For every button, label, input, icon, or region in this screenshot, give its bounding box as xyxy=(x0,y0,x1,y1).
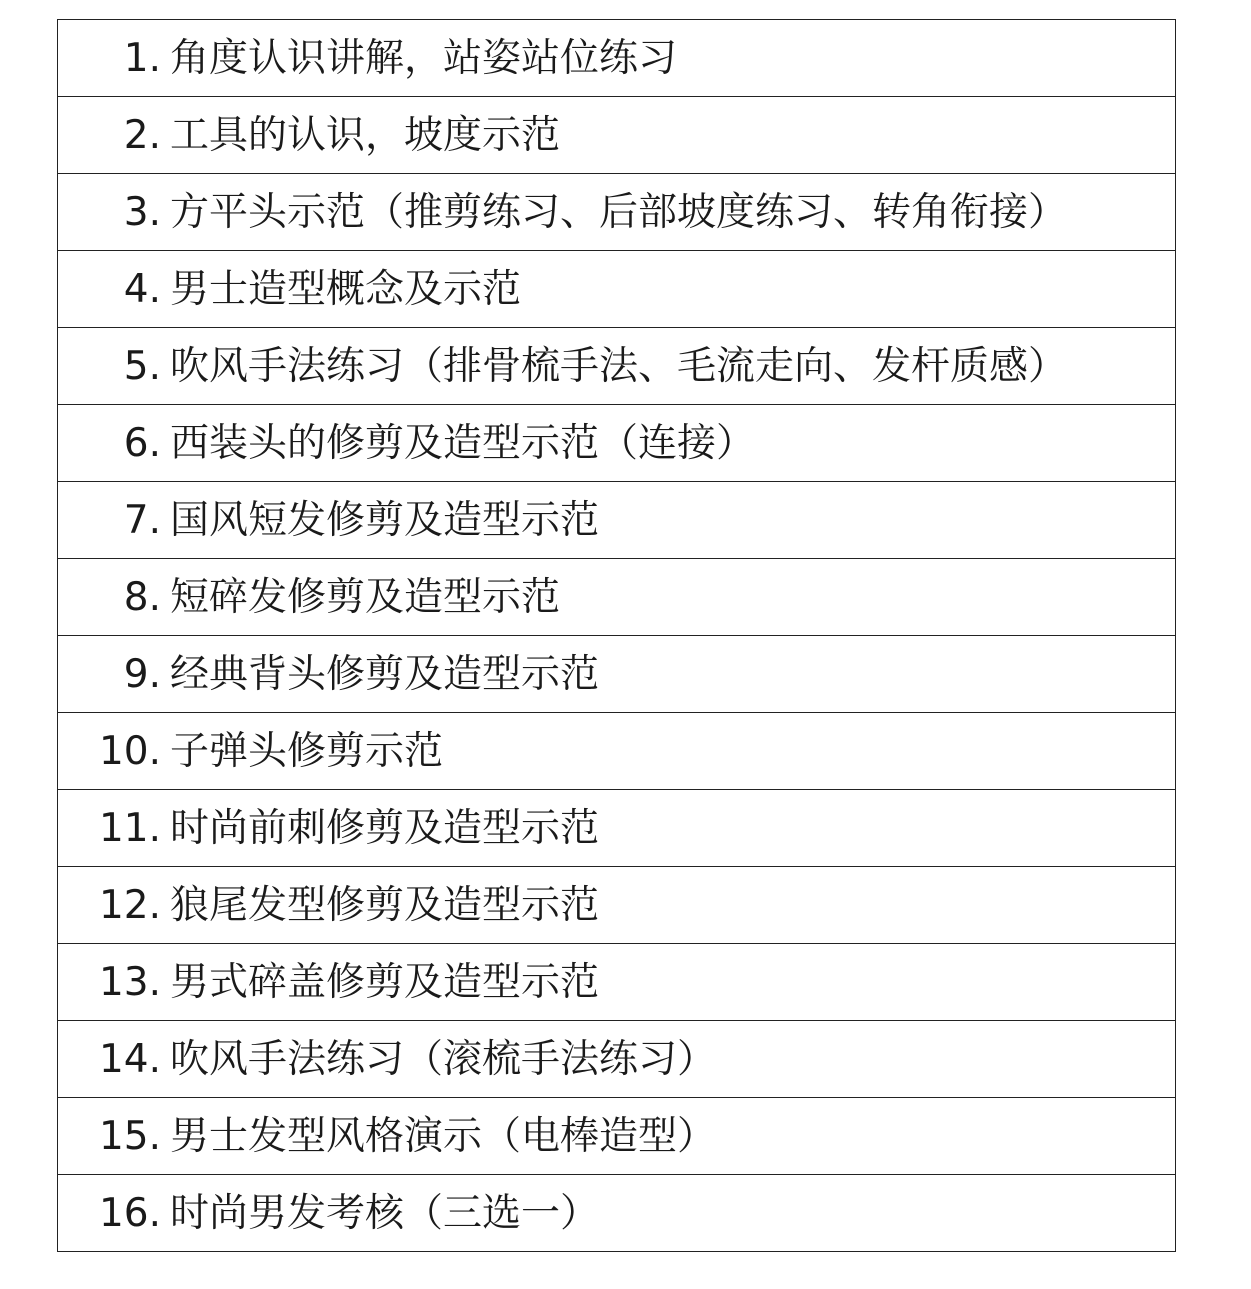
row-text: 吹风手法练习（滚梳手法练习） xyxy=(170,1036,717,1082)
row-number: 1. xyxy=(123,35,161,81)
row-text: 时尚男发考核（三选一） xyxy=(170,1190,600,1236)
table-row xyxy=(58,713,1175,790)
row-text: 吹风手法练习（排骨梳手法、毛流走向、发杆质感） xyxy=(170,343,1068,389)
row-number: 8. xyxy=(123,574,161,620)
row-text: 男士造型概念及示范 xyxy=(170,266,522,312)
row-text: 短碎发修剪及造型示范 xyxy=(170,574,561,620)
table-row xyxy=(58,1098,1175,1175)
course-outline-table xyxy=(57,19,1176,1252)
table-row xyxy=(58,405,1175,482)
row-number: 4. xyxy=(123,266,161,312)
row-number: 7. xyxy=(123,497,161,543)
table-row xyxy=(58,20,1175,97)
table-row xyxy=(58,636,1175,713)
row-number: 13. xyxy=(98,959,161,1005)
row-number: 2. xyxy=(123,112,161,158)
row-text: 国风短发修剪及造型示范 xyxy=(170,497,600,543)
row-number: 11. xyxy=(98,805,161,851)
row-number: 5. xyxy=(123,343,161,389)
row-text: 男士发型风格演示（电棒造型） xyxy=(170,1113,717,1159)
table-row xyxy=(58,790,1175,867)
row-text: 西装头的修剪及造型示范（连接） xyxy=(170,420,756,466)
row-text: 时尚前刺修剪及造型示范 xyxy=(170,805,600,851)
table-row xyxy=(58,944,1175,1021)
row-text: 方平头示范（推剪练习、后部坡度练习、转角衔接） xyxy=(170,189,1068,235)
table-row xyxy=(58,559,1175,636)
table-row xyxy=(58,174,1175,251)
row-text: 角度认识讲解，站姿站位练习 xyxy=(170,35,678,81)
row-number: 15. xyxy=(98,1113,161,1159)
table-row xyxy=(58,867,1175,944)
table-row xyxy=(58,482,1175,559)
table-row xyxy=(58,1021,1175,1098)
table-row xyxy=(58,251,1175,328)
table-row xyxy=(58,97,1175,174)
row-number: 10. xyxy=(98,728,161,774)
row-number: 6. xyxy=(123,420,161,466)
row-number: 12. xyxy=(98,882,161,928)
row-number: 16. xyxy=(98,1190,161,1236)
table-row xyxy=(58,1175,1175,1252)
row-text: 工具的认识，坡度示范 xyxy=(170,112,561,158)
row-number: 3. xyxy=(123,189,161,235)
row-number: 14. xyxy=(98,1036,161,1082)
row-text: 经典背头修剪及造型示范 xyxy=(170,651,600,697)
table-row xyxy=(58,328,1175,405)
row-text: 男式碎盖修剪及造型示范 xyxy=(170,959,600,1005)
row-number: 9. xyxy=(123,651,161,697)
row-text: 子弹头修剪示范 xyxy=(170,728,444,774)
row-text: 狼尾发型修剪及造型示范 xyxy=(170,882,600,928)
